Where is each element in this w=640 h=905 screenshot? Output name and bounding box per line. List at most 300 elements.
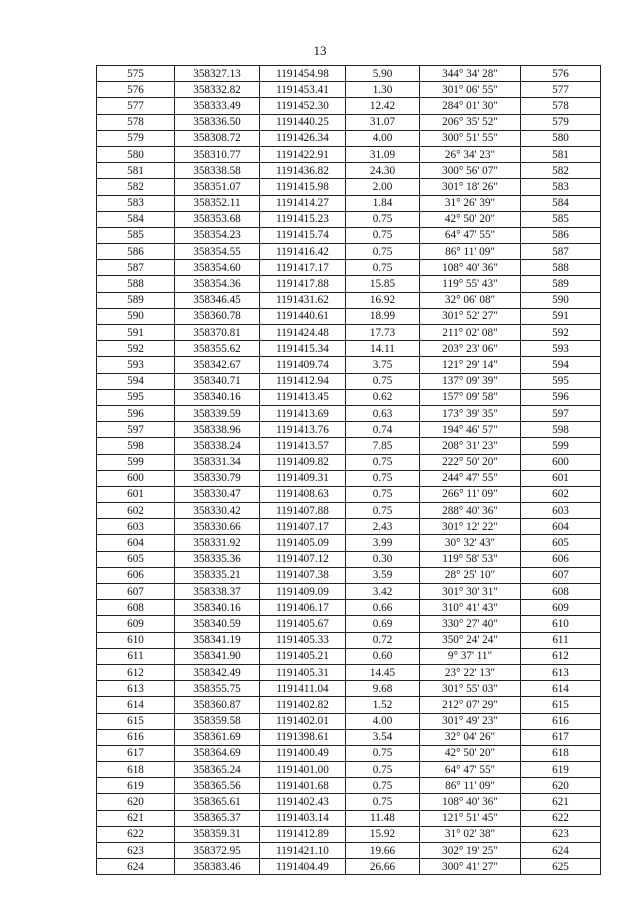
table-row (97, 260, 601, 276)
table-row (97, 276, 601, 292)
next-point-cell: 601 (521, 470, 601, 486)
point-number-cell: 593 (97, 357, 175, 373)
bearing-cell: 301° 18' 26" (420, 179, 521, 195)
y-coordinate-cell: 1191405.33 (260, 632, 346, 648)
x-coordinate-cell: 358340.16 (175, 389, 260, 405)
next-point-cell: 588 (521, 260, 601, 276)
next-point-cell: 616 (521, 713, 601, 729)
x-coordinate-cell: 358340.71 (175, 373, 260, 389)
y-coordinate-cell: 1191413.76 (260, 422, 346, 438)
table-row (97, 146, 601, 162)
coordinates-table (96, 65, 601, 875)
x-coordinate-cell: 358364.69 (175, 745, 260, 761)
point-number-cell: 617 (97, 745, 175, 761)
x-coordinate-cell: 358383.46 (175, 859, 260, 875)
bearing-cell: 288° 40' 36" (420, 503, 521, 519)
point-number-cell: 606 (97, 567, 175, 583)
table-row (97, 810, 601, 826)
bearing-cell: 137° 09' 39" (420, 373, 521, 389)
bearing-cell: 30° 32' 43" (420, 535, 521, 551)
coordinates-table-body (97, 66, 601, 875)
table-row (97, 405, 601, 421)
table-row (97, 794, 601, 810)
table-row (97, 486, 601, 502)
distance-cell: 3.54 (346, 729, 420, 745)
bearing-cell: 157° 09' 58" (420, 389, 521, 405)
next-point-cell: 595 (521, 373, 601, 389)
y-coordinate-cell: 1191416.42 (260, 244, 346, 260)
distance-cell: 1.52 (346, 697, 420, 713)
next-point-cell: 581 (521, 146, 601, 162)
distance-cell: 0.75 (346, 745, 420, 761)
point-number-cell: 576 (97, 82, 175, 98)
point-number-cell: 618 (97, 762, 175, 778)
bearing-cell: 121° 29' 14" (420, 357, 521, 373)
next-point-cell: 597 (521, 405, 601, 421)
table-row (97, 648, 601, 664)
y-coordinate-cell: 1191405.09 (260, 535, 346, 551)
bearing-cell: 206° 35' 52" (420, 114, 521, 130)
next-point-cell: 620 (521, 778, 601, 794)
next-point-cell: 593 (521, 341, 601, 357)
table-row (97, 373, 601, 389)
point-number-cell: 579 (97, 130, 175, 146)
x-coordinate-cell: 358361.69 (175, 729, 260, 745)
table-row (97, 244, 601, 260)
page-number: 13 (313, 43, 327, 58)
table-row (97, 664, 601, 680)
x-coordinate-cell: 358339.59 (175, 405, 260, 421)
next-point-cell: 589 (521, 276, 601, 292)
point-number-cell: 603 (97, 519, 175, 535)
table-row (97, 729, 601, 745)
y-coordinate-cell: 1191407.12 (260, 551, 346, 567)
x-coordinate-cell: 358352.11 (175, 195, 260, 211)
table-row (97, 227, 601, 243)
point-number-cell: 586 (97, 244, 175, 260)
distance-cell: 0.75 (346, 794, 420, 810)
next-point-cell: 609 (521, 600, 601, 616)
next-point-cell: 596 (521, 389, 601, 405)
y-coordinate-cell: 1191407.88 (260, 503, 346, 519)
y-coordinate-cell: 1191409.82 (260, 454, 346, 470)
y-coordinate-cell: 1191402.01 (260, 713, 346, 729)
table-row (97, 82, 601, 98)
x-coordinate-cell: 358354.36 (175, 276, 260, 292)
distance-cell: 2.43 (346, 519, 420, 535)
next-point-cell: 580 (521, 130, 601, 146)
table-row (97, 341, 601, 357)
point-number-cell: 580 (97, 146, 175, 162)
point-number-cell: 621 (97, 810, 175, 826)
point-number-cell: 610 (97, 632, 175, 648)
bearing-cell: 310° 41' 43" (420, 600, 521, 616)
table-row (97, 745, 601, 761)
x-coordinate-cell: 358333.49 (175, 98, 260, 114)
y-coordinate-cell: 1191426.34 (260, 130, 346, 146)
x-coordinate-cell: 358331.34 (175, 454, 260, 470)
y-coordinate-cell: 1191417.17 (260, 260, 346, 276)
distance-cell: 0.75 (346, 211, 420, 227)
bearing-cell: 208° 31' 23" (420, 438, 521, 454)
next-point-cell: 623 (521, 826, 601, 842)
table-row (97, 551, 601, 567)
point-number-cell: 607 (97, 584, 175, 600)
point-number-cell: 599 (97, 454, 175, 470)
y-coordinate-cell: 1191422.91 (260, 146, 346, 162)
x-coordinate-cell: 358341.90 (175, 648, 260, 664)
table-row (97, 195, 601, 211)
point-number-cell: 585 (97, 227, 175, 243)
bearing-cell: 9° 37' 11" (420, 648, 521, 664)
bearing-cell: 119° 55' 43" (420, 276, 521, 292)
table-row (97, 454, 601, 470)
next-point-cell: 619 (521, 762, 601, 778)
bearing-cell: 222° 50' 20" (420, 454, 521, 470)
table-row (97, 114, 601, 130)
y-coordinate-cell: 1191415.23 (260, 211, 346, 227)
table-row (97, 681, 601, 697)
distance-cell: 1.30 (346, 82, 420, 98)
bearing-cell: 350° 24' 24" (420, 632, 521, 648)
x-coordinate-cell: 358332.82 (175, 82, 260, 98)
x-coordinate-cell: 358351.07 (175, 179, 260, 195)
distance-cell: 0.63 (346, 405, 420, 421)
next-point-cell: 576 (521, 66, 601, 82)
distance-cell: 0.75 (346, 454, 420, 470)
distance-cell: 0.66 (346, 600, 420, 616)
x-coordinate-cell: 358372.95 (175, 843, 260, 859)
bearing-cell: 42° 50' 20" (420, 211, 521, 227)
point-number-cell: 615 (97, 713, 175, 729)
y-coordinate-cell: 1191412.89 (260, 826, 346, 842)
y-coordinate-cell: 1191405.31 (260, 664, 346, 680)
distance-cell: 4.00 (346, 713, 420, 729)
bearing-cell: 330° 27' 40" (420, 616, 521, 632)
y-coordinate-cell: 1191415.34 (260, 341, 346, 357)
y-coordinate-cell: 1191400.49 (260, 745, 346, 761)
table-row (97, 66, 601, 82)
y-coordinate-cell: 1191413.57 (260, 438, 346, 454)
y-coordinate-cell: 1191417.88 (260, 276, 346, 292)
bearing-cell: 23° 22' 13" (420, 664, 521, 680)
table-row (97, 535, 601, 551)
y-coordinate-cell: 1191440.25 (260, 114, 346, 130)
distance-cell: 26.66 (346, 859, 420, 875)
table-row (97, 600, 601, 616)
bearing-cell: 64° 47' 55" (420, 227, 521, 243)
point-number-cell: 597 (97, 422, 175, 438)
x-coordinate-cell: 358335.21 (175, 567, 260, 583)
point-number-cell: 598 (97, 438, 175, 454)
point-number-cell: 592 (97, 341, 175, 357)
distance-cell: 19.66 (346, 843, 420, 859)
next-point-cell: 579 (521, 114, 601, 130)
bearing-cell: 301° 52' 27" (420, 308, 521, 324)
next-point-cell: 600 (521, 454, 601, 470)
table-row (97, 308, 601, 324)
distance-cell: 0.75 (346, 373, 420, 389)
y-coordinate-cell: 1191413.69 (260, 405, 346, 421)
table-row (97, 357, 601, 373)
y-coordinate-cell: 1191452.30 (260, 98, 346, 114)
distance-cell: 5.90 (346, 66, 420, 82)
table-row (97, 98, 601, 114)
next-point-cell: 598 (521, 422, 601, 438)
x-coordinate-cell: 358310.77 (175, 146, 260, 162)
bearing-cell: 212° 07' 29" (420, 697, 521, 713)
next-point-cell: 591 (521, 308, 601, 324)
y-coordinate-cell: 1191407.38 (260, 567, 346, 583)
bearing-cell: 300° 56' 07" (420, 163, 521, 179)
bearing-cell: 301° 55' 03" (420, 681, 521, 697)
next-point-cell: 608 (521, 584, 601, 600)
table-row (97, 503, 601, 519)
bearing-cell: 301° 30' 31" (420, 584, 521, 600)
next-point-cell: 582 (521, 163, 601, 179)
distance-cell: 0.69 (346, 616, 420, 632)
distance-cell: 3.42 (346, 584, 420, 600)
point-number-cell: 616 (97, 729, 175, 745)
next-point-cell: 592 (521, 325, 601, 341)
point-number-cell: 622 (97, 826, 175, 842)
next-point-cell: 614 (521, 681, 601, 697)
point-number-cell: 609 (97, 616, 175, 632)
x-coordinate-cell: 358360.87 (175, 697, 260, 713)
x-coordinate-cell: 358342.67 (175, 357, 260, 373)
bearing-cell: 301° 06' 55" (420, 82, 521, 98)
x-coordinate-cell: 358354.55 (175, 244, 260, 260)
distance-cell: 14.45 (346, 664, 420, 680)
point-number-cell: 588 (97, 276, 175, 292)
bearing-cell: 211° 02' 08" (420, 325, 521, 341)
next-point-cell: 586 (521, 227, 601, 243)
point-number-cell: 624 (97, 859, 175, 875)
bearing-cell: 121° 51' 45" (420, 810, 521, 826)
point-number-cell: 602 (97, 503, 175, 519)
bearing-cell: 203° 23' 06" (420, 341, 521, 357)
table-row (97, 697, 601, 713)
x-coordinate-cell: 358365.37 (175, 810, 260, 826)
table-row (97, 584, 601, 600)
bearing-cell: 301° 12' 22" (420, 519, 521, 535)
table-row (97, 616, 601, 632)
distance-cell: 0.75 (346, 227, 420, 243)
next-point-cell: 583 (521, 179, 601, 195)
x-coordinate-cell: 358342.49 (175, 664, 260, 680)
distance-cell: 17.73 (346, 325, 420, 341)
distance-cell: 15.85 (346, 276, 420, 292)
table-row (97, 211, 601, 227)
x-coordinate-cell: 358330.42 (175, 503, 260, 519)
next-point-cell: 584 (521, 195, 601, 211)
next-point-cell: 590 (521, 292, 601, 308)
next-point-cell: 587 (521, 244, 601, 260)
table-row (97, 762, 601, 778)
x-coordinate-cell: 358308.72 (175, 130, 260, 146)
point-number-cell: 613 (97, 681, 175, 697)
y-coordinate-cell: 1191409.31 (260, 470, 346, 486)
x-coordinate-cell: 358331.92 (175, 535, 260, 551)
bearing-cell: 266° 11' 09" (420, 486, 521, 502)
distance-cell: 3.59 (346, 567, 420, 583)
distance-cell: 31.09 (346, 146, 420, 162)
y-coordinate-cell: 1191402.82 (260, 697, 346, 713)
point-number-cell: 605 (97, 551, 175, 567)
point-number-cell: 601 (97, 486, 175, 502)
table-row (97, 826, 601, 842)
bearing-cell: 301° 49' 23" (420, 713, 521, 729)
next-point-cell: 607 (521, 567, 601, 583)
x-coordinate-cell: 358359.58 (175, 713, 260, 729)
y-coordinate-cell: 1191406.17 (260, 600, 346, 616)
y-coordinate-cell: 1191453.41 (260, 82, 346, 98)
y-coordinate-cell: 1191404.49 (260, 859, 346, 875)
distance-cell: 0.75 (346, 244, 420, 260)
next-point-cell: 603 (521, 503, 601, 519)
distance-cell: 15.92 (346, 826, 420, 842)
distance-cell: 9.68 (346, 681, 420, 697)
table-row (97, 713, 601, 729)
bearing-cell: 26° 34' 23" (420, 146, 521, 162)
x-coordinate-cell: 358355.62 (175, 341, 260, 357)
x-coordinate-cell: 358365.24 (175, 762, 260, 778)
table-row (97, 632, 601, 648)
table-row (97, 163, 601, 179)
bearing-cell: 32° 04' 26" (420, 729, 521, 745)
distance-cell: 1.84 (346, 195, 420, 211)
x-coordinate-cell: 358338.24 (175, 438, 260, 454)
bearing-cell: 108° 40' 36" (420, 794, 521, 810)
y-coordinate-cell: 1191408.63 (260, 486, 346, 502)
bearing-cell: 31° 02' 38" (420, 826, 521, 842)
point-number-cell: 582 (97, 179, 175, 195)
distance-cell: 0.75 (346, 486, 420, 502)
table-row (97, 389, 601, 405)
table-row (97, 843, 601, 859)
distance-cell: 0.62 (346, 389, 420, 405)
x-coordinate-cell: 358359.31 (175, 826, 260, 842)
point-number-cell: 596 (97, 405, 175, 421)
distance-cell: 0.75 (346, 260, 420, 276)
bearing-cell: 119° 58' 53" (420, 551, 521, 567)
y-coordinate-cell: 1191424.48 (260, 325, 346, 341)
bearing-cell: 300° 41' 27" (420, 859, 521, 875)
point-number-cell: 594 (97, 373, 175, 389)
y-coordinate-cell: 1191405.21 (260, 648, 346, 664)
distance-cell: 3.75 (346, 357, 420, 373)
table-row (97, 859, 601, 875)
next-point-cell: 604 (521, 519, 601, 535)
y-coordinate-cell: 1191398.61 (260, 729, 346, 745)
x-coordinate-cell: 358340.59 (175, 616, 260, 632)
y-coordinate-cell: 1191454.98 (260, 66, 346, 82)
distance-cell: 11.48 (346, 810, 420, 826)
point-number-cell: 590 (97, 308, 175, 324)
y-coordinate-cell: 1191405.67 (260, 616, 346, 632)
x-coordinate-cell: 358338.37 (175, 584, 260, 600)
x-coordinate-cell: 358354.60 (175, 260, 260, 276)
x-coordinate-cell: 358330.66 (175, 519, 260, 535)
table-row (97, 292, 601, 308)
bearing-cell: 31° 26' 39" (420, 195, 521, 211)
bearing-cell: 300° 51' 55" (420, 130, 521, 146)
point-number-cell: 578 (97, 114, 175, 130)
y-coordinate-cell: 1191440.61 (260, 308, 346, 324)
bearing-cell: 86° 11' 09" (420, 778, 521, 794)
bearing-cell: 284° 01' 30" (420, 98, 521, 114)
x-coordinate-cell: 358327.13 (175, 66, 260, 82)
x-coordinate-cell: 358341.19 (175, 632, 260, 648)
next-point-cell: 615 (521, 697, 601, 713)
point-number-cell: 583 (97, 195, 175, 211)
distance-cell: 16.92 (346, 292, 420, 308)
x-coordinate-cell: 358365.61 (175, 794, 260, 810)
next-point-cell: 605 (521, 535, 601, 551)
y-coordinate-cell: 1191409.74 (260, 357, 346, 373)
table-row (97, 422, 601, 438)
x-coordinate-cell: 358355.75 (175, 681, 260, 697)
distance-cell: 0.75 (346, 762, 420, 778)
point-number-cell: 595 (97, 389, 175, 405)
distance-cell: 7.85 (346, 438, 420, 454)
next-point-cell: 622 (521, 810, 601, 826)
y-coordinate-cell: 1191411.04 (260, 681, 346, 697)
bearing-cell: 344° 34' 28" (420, 66, 521, 82)
x-coordinate-cell: 358346.45 (175, 292, 260, 308)
y-coordinate-cell: 1191413.45 (260, 389, 346, 405)
distance-cell: 0.75 (346, 470, 420, 486)
x-coordinate-cell: 358338.96 (175, 422, 260, 438)
table-row (97, 438, 601, 454)
point-number-cell: 589 (97, 292, 175, 308)
next-point-cell: 578 (521, 98, 601, 114)
point-number-cell: 612 (97, 664, 175, 680)
y-coordinate-cell: 1191421.10 (260, 843, 346, 859)
distance-cell: 2.00 (346, 179, 420, 195)
point-number-cell: 608 (97, 600, 175, 616)
distance-cell: 4.00 (346, 130, 420, 146)
y-coordinate-cell: 1191403.14 (260, 810, 346, 826)
next-point-cell: 594 (521, 357, 601, 373)
next-point-cell: 606 (521, 551, 601, 567)
next-point-cell: 577 (521, 82, 601, 98)
bearing-cell: 64° 47' 55" (420, 762, 521, 778)
point-number-cell: 587 (97, 260, 175, 276)
table-row (97, 519, 601, 535)
table-row (97, 325, 601, 341)
point-number-cell: 591 (97, 325, 175, 341)
next-point-cell: 585 (521, 211, 601, 227)
point-number-cell: 581 (97, 163, 175, 179)
next-point-cell: 602 (521, 486, 601, 502)
table-row (97, 567, 601, 583)
bearing-cell: 194° 46' 57" (420, 422, 521, 438)
bearing-cell: 244° 47' 55" (420, 470, 521, 486)
y-coordinate-cell: 1191409.09 (260, 584, 346, 600)
distance-cell: 3.99 (346, 535, 420, 551)
next-point-cell: 612 (521, 648, 601, 664)
x-coordinate-cell: 358338.58 (175, 163, 260, 179)
bearing-cell: 108° 40' 36" (420, 260, 521, 276)
y-coordinate-cell: 1191401.00 (260, 762, 346, 778)
x-coordinate-cell: 358330.79 (175, 470, 260, 486)
next-point-cell: 624 (521, 843, 601, 859)
x-coordinate-cell: 358370.81 (175, 325, 260, 341)
point-number-cell: 611 (97, 648, 175, 664)
next-point-cell: 611 (521, 632, 601, 648)
y-coordinate-cell: 1191431.62 (260, 292, 346, 308)
